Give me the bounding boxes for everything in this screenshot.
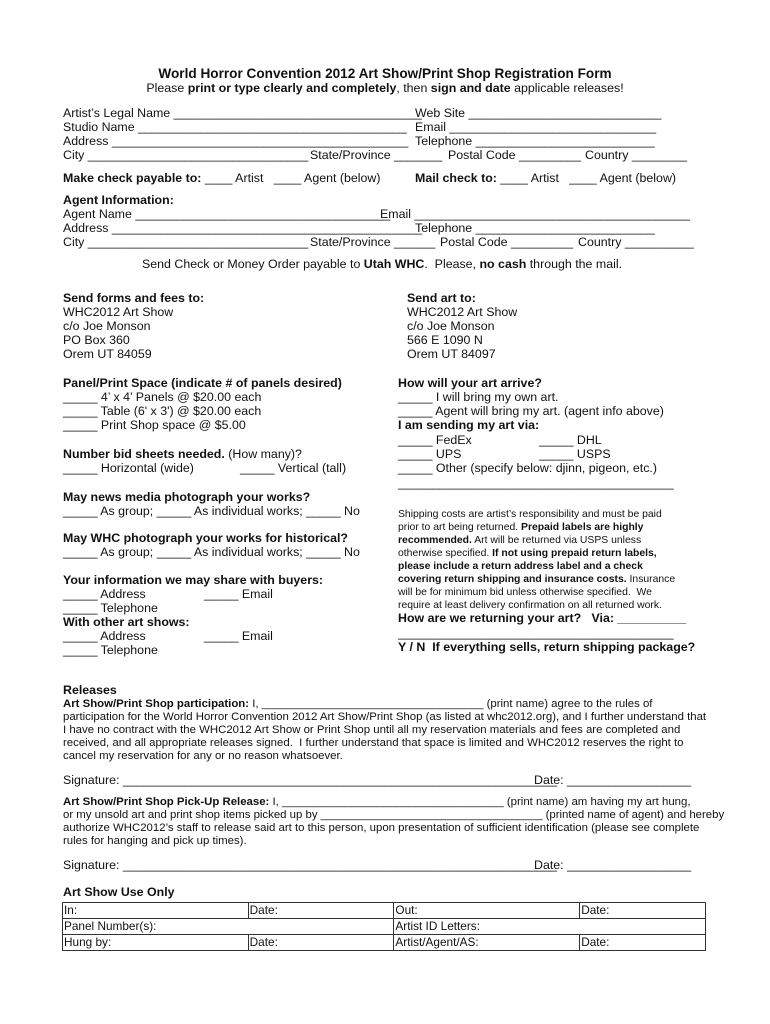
table-cell[interactable]: Artist ID Letters: [394,919,706,935]
send-forms-line: WHC2012 Art Show [63,305,174,319]
dhl-option[interactable]: _____ DHL [539,433,602,447]
pickup-release-line[interactable] [63,797,691,808]
artist-postal-field[interactable]: Postal Code _________ [448,148,581,162]
shipping-note-text: Art will be returned via USPS unless [471,535,642,546]
releases-heading: Releases [63,683,117,697]
table-cell[interactable]: Panel Number(s): [63,919,394,935]
send-forms-line: c/o Joe Monson [63,319,151,333]
ups-option[interactable]: _____ UPS [398,447,462,461]
shipping-note-line [398,536,641,546]
whc-photo-options[interactable]: _____ As group; _____ As individual works; _____ No [63,545,360,559]
agent-country-field[interactable]: Country __________ [578,235,694,249]
pickup-release-text: I, ___________________________________ (print name) am having my art hung, [269,796,691,808]
artist-city-field[interactable]: City ________________________________ [63,148,309,162]
arrive-agent-option[interactable]: _____ Agent will bring my art. (agent info above) [398,404,664,418]
agent-info-heading: Agent Information: [63,193,174,207]
return-method-field[interactable]: How are we returning your art? Via: __________ [398,611,687,625]
make-check-label: Make check payable to: [63,171,202,185]
usps-option[interactable]: _____ USPS [539,447,611,461]
table-row [63,935,706,951]
shipping-note-line: Shipping costs are artist’s responsibility and must be paid [398,509,662,520]
agent-telephone-field[interactable]: Telephone __________________________ [415,221,655,235]
sending-via-heading: I am sending my art via: [398,418,540,432]
artist-country-field[interactable]: Country ________ [585,148,687,162]
table-cell[interactable]: Date: [248,903,394,919]
send-check-payee: Utah WHC [363,257,425,271]
panel-option[interactable]: _____ 4’ x 4’ Panels @ $20.00 each [63,390,262,404]
send-check-part-5: through the mail. [526,257,623,271]
share-other-email-option[interactable]: _____ Email [204,629,273,643]
artist-legal-name-field[interactable]: Artist’s Legal Name ____________________________________ [63,106,422,120]
subtitle-part-2: print or type clearly and completely [187,81,397,95]
make-check-options: ____ Artist ____ Agent (below) [201,171,381,185]
send-check-part-1: Send Check or Money Order payable to [142,257,364,271]
form-title: World Horror Convention 2012 Art Show/Print Shop Registration Form [158,66,612,81]
shipping-note-text: prior to art being returned. [398,522,522,533]
artist-web-site-field[interactable]: Web Site ____________________________ [415,106,662,120]
pickup-date-field[interactable]: Date: __________________ [534,858,692,872]
send-check-note [142,258,622,270]
bid-sheets-heading [63,448,302,460]
shipping-note-line [398,523,643,533]
agent-postal-field[interactable]: Postal Code _________ [440,235,573,249]
table-cell[interactable]: Date: [248,935,394,951]
panel-space-heading: Panel/Print Space (indicate # of panels desired) [63,376,342,390]
participation-signature-field[interactable]: Signature: _______________________________________________________________ [63,773,558,787]
bid-sheets-question: (How many)? [224,447,302,461]
participation-release-line: cancel my reservation for any or no reason whatsoever. [63,750,343,762]
panel-option[interactable]: _____ Print Shop space @ $5.00 [63,418,246,432]
agent-state-field[interactable]: State/Province ______ [310,235,436,249]
shipping-note-emphasis: recommended. [398,535,472,546]
bid-horizontal-option[interactable]: _____ Horizontal (wide) [63,461,194,475]
participation-release-line: participation for the World Horror Convention 2012 Art Show/Print Shop (as listed at whc2012.org), and I further understand that [63,711,707,723]
artist-email-field[interactable]: Email ______________________________ [415,120,657,134]
send-forms-heading: Send forms and fees to: [63,291,205,305]
share-other-address-option[interactable]: _____ Address [63,629,146,643]
arrive-self-option[interactable]: _____ I will bring my own art. [398,390,559,404]
participation-release-label: Art Show/Print Shop participation: [63,698,250,710]
participation-date-field[interactable]: Date: __________________ [534,773,692,787]
send-art-heading: Send art to: [407,291,476,305]
shipping-note-text: Insurance [626,574,676,585]
share-email-option[interactable]: _____ Email [204,587,273,601]
shipping-note-line [398,549,657,559]
participation-release-line: I have no contract with the WHC2012 Art Show or Print Shop until all my reservation materials and fees are completed and [63,724,681,736]
share-other-telephone-option[interactable]: _____ Telephone [63,643,158,657]
agent-name-field[interactable]: Agent Name _____________________________________ [63,207,391,221]
other-carrier-blank[interactable]: ________________________________________ [398,476,674,490]
form-subtitle [0,82,770,94]
send-art-line: 566 E 1090 N [407,333,483,347]
fedex-option[interactable]: _____ FedEx [398,433,472,447]
agent-email-field[interactable]: Email ________________________________________ [380,207,691,221]
news-photo-heading: May news media photograph your works? [63,490,311,504]
mail-check-label: Mail check to: [415,171,497,185]
send-art-line: WHC2012 Art Show [407,305,518,319]
table-row [63,903,706,919]
send-forms-line: PO Box 360 [63,333,130,347]
table-cell[interactable]: Out: [394,903,580,919]
send-art-line: c/o Joe Monson [407,319,495,333]
share-other-shows-heading: With other art shows: [63,615,190,629]
return-method-blank[interactable]: ________________________________________ [398,626,674,640]
share-address-option[interactable]: _____ Address [63,587,146,601]
pickup-release-label: Art Show/Print Shop Pick-Up Release: [63,796,270,808]
table-cell[interactable]: Date: [580,903,706,919]
artist-telephone-field[interactable]: Telephone __________________________ [415,134,655,148]
subtitle-part-5: applicable releases! [510,81,624,95]
participation-release-line: received, and all appropriate releases signed. I further understand that space is limited and WHC2012 reserves the right to [63,737,684,749]
send-forms-line: Orem UT 84059 [63,347,152,361]
shipping-note-line [398,575,675,585]
table-cell[interactable]: In: [63,903,249,919]
make-check-payable[interactable] [63,172,381,184]
shipping-note-line: please include a return address label and a check [398,561,643,572]
shipping-note-line: require at least delivery confirmation on all returned work. [398,600,662,611]
arrive-heading: How will your art arrive? [398,376,542,390]
table-cell[interactable]: Hung by: [63,935,249,951]
panel-option[interactable]: _____ Table (6' x 3') @ $20.00 each [63,404,262,418]
bid-vertical-option[interactable]: _____ Vertical (tall) [240,461,347,475]
table-row [63,919,706,935]
return-package-question[interactable]: Y / N If everything sells, return shipping package? [398,640,696,654]
send-check-part-3: . Please, [424,257,480,271]
shipping-note-emphasis: Prepaid labels are highly [521,522,644,533]
participation-release-line[interactable] [63,699,652,710]
news-photo-options[interactable]: _____ As group; _____ As individual works; _____ No [63,504,360,518]
participation-release-text: I, ___________________________________ (print name) agree to the rules of [249,698,653,710]
share-buyers-heading: Your information we may share with buyers: [63,573,324,587]
use-only-table [62,902,706,951]
mail-check-to[interactable] [415,172,676,184]
table-cell[interactable]: Artist/Agent/AS: [394,935,580,951]
subtitle-part-3: , then [396,81,431,95]
shipping-note-emphasis: covering return shipping and insurance costs. [398,574,627,585]
pickup-release-line: rules for hanging and pick up times). [63,835,247,847]
shipping-note-line: will be for minimum bid unless otherwise specified. We [398,587,652,598]
send-check-no-cash: no cash [479,257,527,271]
pickup-release-line: authorize WHC2012’s staff to release said art to this person, upon presentation of sufficient identification (please see complete [63,822,700,834]
share-telephone-option[interactable]: _____ Telephone [63,601,158,615]
agent-city-field[interactable]: City ________________________________ [63,235,309,249]
pickup-release-line[interactable]: or my unsold art and print shop items picked up by ___________________________________ (printed name of agent) and hereby [63,809,725,821]
artist-address-field[interactable]: Address ___________________________________________ [63,134,409,148]
artist-state-field[interactable]: State/Province _______ [310,148,443,162]
shipping-note-emphasis: If not using prepaid return labels, [492,548,657,559]
agent-address-field[interactable]: Address _____________________________________________ [63,221,422,235]
artist-studio-name-field[interactable]: Studio Name _______________________________________ [63,120,407,134]
mail-check-options: ____ Artist ____ Agent (below) [496,171,677,185]
use-only-heading: Art Show Use Only [63,885,175,899]
whc-photo-heading: May WHC photograph your works for historical? [63,531,349,545]
other-carrier-option[interactable]: _____ Other (specify below: djinn, pigeon, etc.) [398,461,657,475]
shipping-note-text: otherwise specified. [398,548,493,559]
subtitle-part-1: Please [146,81,188,95]
bid-sheets-label: Number bid sheets needed. [63,447,225,461]
table-cell[interactable]: Date: [580,935,706,951]
subtitle-part-4: sign and date [430,81,511,95]
pickup-signature-field[interactable]: Signature: _______________________________________________________________ [63,858,558,872]
send-art-line: Orem UT 84097 [407,347,496,361]
